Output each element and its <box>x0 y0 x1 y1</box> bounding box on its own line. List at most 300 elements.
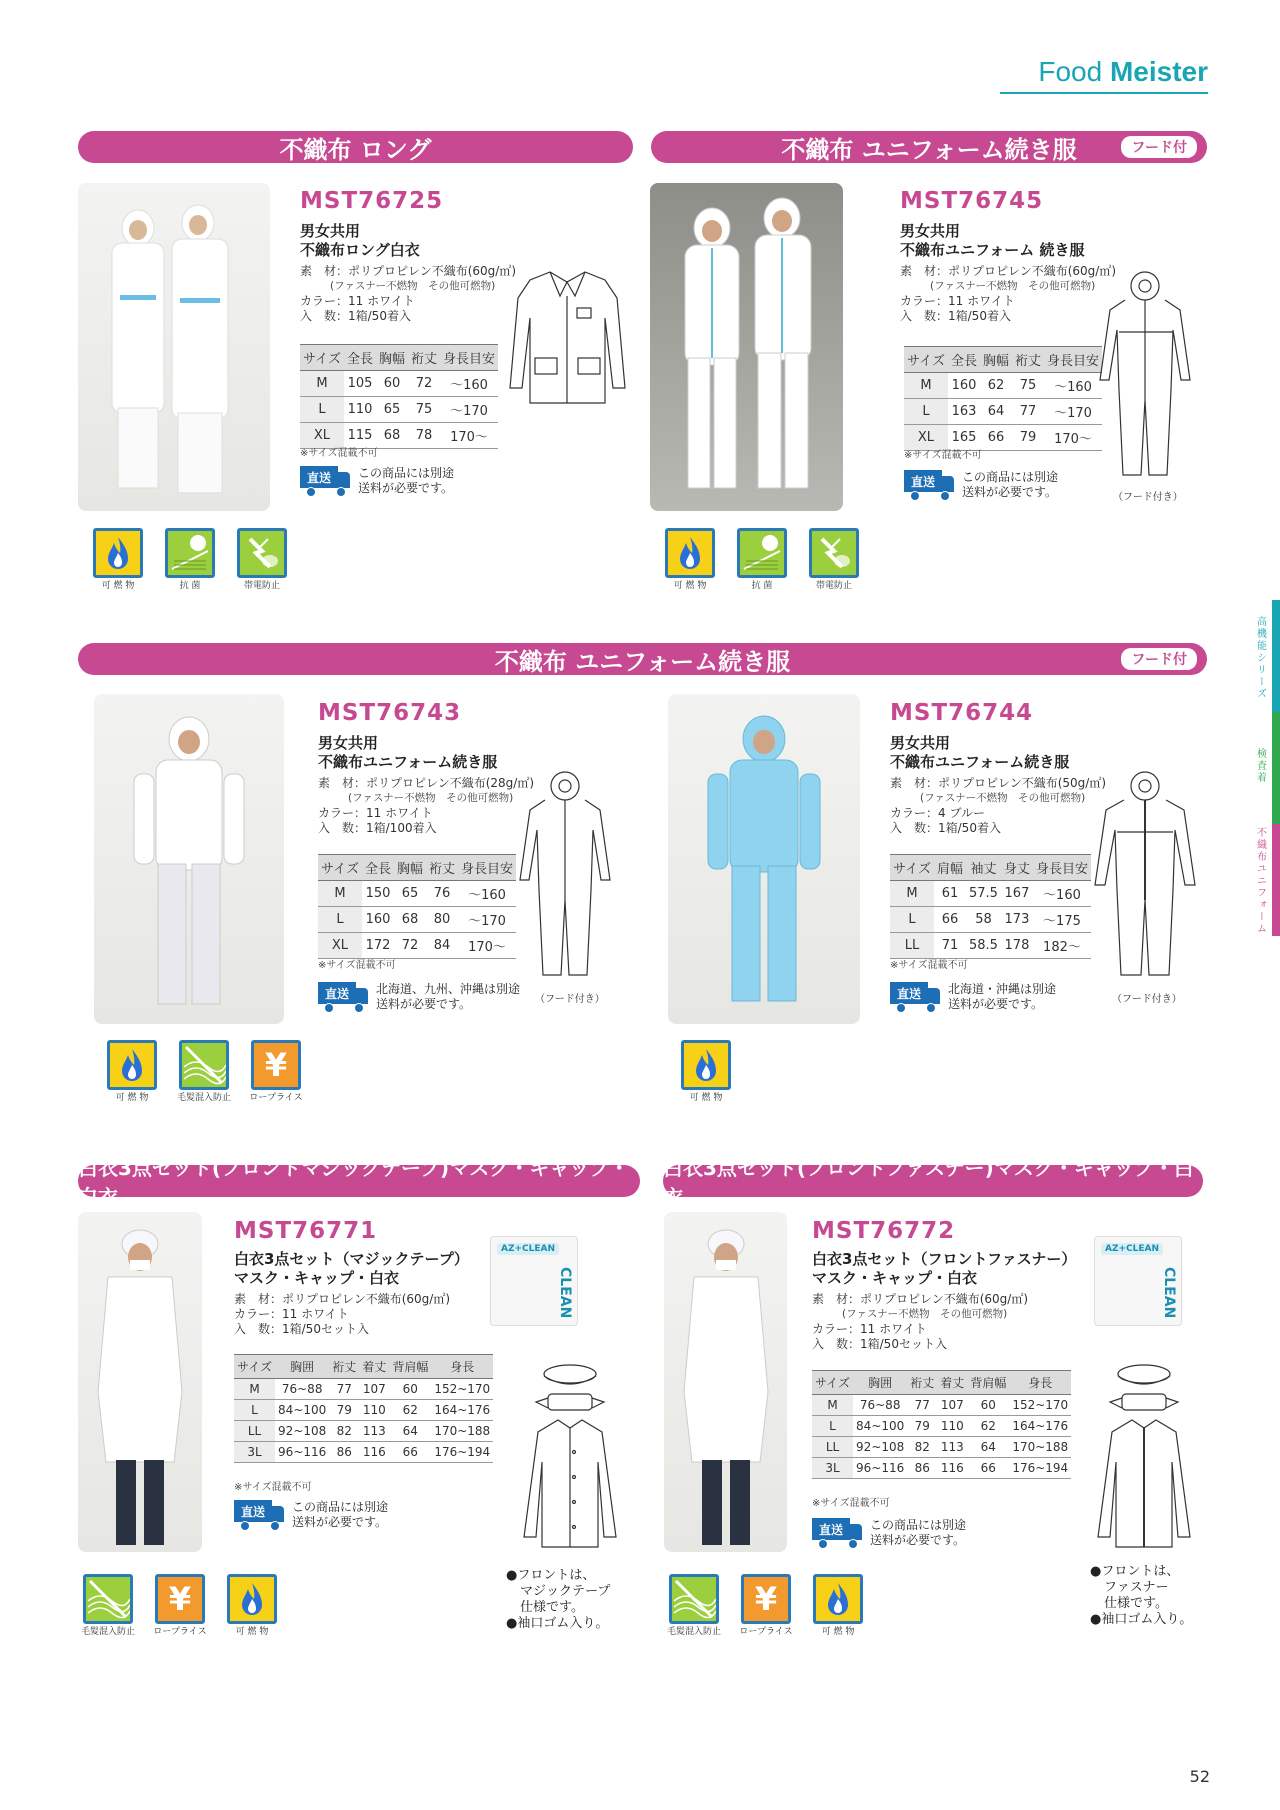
feature-icons <box>102 1040 306 1103</box>
feature-yen <box>736 1574 796 1637</box>
side-tab-inspection[interactable]: 検査着 <box>1254 748 1266 784</box>
feature-hair <box>78 1574 138 1637</box>
material: 素 材：ポリプロピレン不織布(60g/㎡) <box>812 1292 1028 1306</box>
table-cell: 84~100 <box>853 1416 907 1437</box>
table-row <box>890 933 1091 959</box>
feature-hair <box>174 1040 234 1103</box>
table-row <box>812 1458 1071 1479</box>
side-tab-nonwoven[interactable]: 不織布ユニフォーム <box>1254 827 1266 935</box>
material: 素 材：ポリプロピレン不織布(60g/㎡) <box>900 264 1116 278</box>
table-cell: 62 <box>389 1400 431 1421</box>
feature-label: 可 燃 物 <box>235 1627 269 1637</box>
color: カラー：11 ホワイト <box>900 294 1015 308</box>
product-name-line2: 不織布ロング白衣 <box>300 241 420 259</box>
color: カラー：11 ホワイト <box>812 1322 927 1336</box>
garment-diagram <box>518 1362 622 1552</box>
shipping-note: 直送 この商品には別途 送料が必要です。 <box>904 470 1058 500</box>
yen-icon: ¥ <box>741 1574 791 1624</box>
table-row <box>812 1437 1071 1458</box>
column-header: サイズ <box>812 1371 853 1395</box>
column-header: サイズ <box>318 855 362 881</box>
table-cell: 107 <box>937 1395 967 1416</box>
color: カラー：11 ホワイト <box>318 806 433 820</box>
truck-icon: 直送 <box>318 982 370 1012</box>
table-row <box>234 1442 493 1463</box>
flame-icon <box>93 528 143 578</box>
table-cell: 82 <box>907 1437 937 1458</box>
product-name-line2: マスク・キャップ・白衣 <box>812 1269 978 1287</box>
hair-icon <box>179 1040 229 1090</box>
column-header: 胸囲 <box>853 1371 907 1395</box>
product-code: MST76772 <box>812 1218 956 1244</box>
table-cell: 66 <box>934 907 966 933</box>
table-cell: 77 <box>1012 399 1044 425</box>
feature-bact <box>160 528 220 591</box>
material: 素 材：ポリプロピレン不織布(60g/㎡) <box>234 1292 450 1306</box>
size-note: ※サイズ混載不可 <box>812 1498 890 1509</box>
diagram-caption: （フード付き） <box>1113 492 1183 503</box>
color: カラー：11 ホワイト <box>300 294 415 308</box>
feature-label: 帯電防止 <box>815 581 852 591</box>
table-cell: 65 <box>376 397 408 423</box>
table-cell: M <box>300 371 344 397</box>
table-header-row <box>318 855 516 881</box>
feature-static <box>232 528 292 591</box>
product-name-line1: 男女共用 <box>900 222 961 240</box>
table-cell: 105 <box>344 371 376 397</box>
table-header-row <box>890 855 1091 881</box>
product-name-line1: 白衣3点セット（フロントファスナー） <box>812 1250 1077 1268</box>
feature-label: 可 燃 物 <box>821 1627 855 1637</box>
product-name-line1: 男女共用 <box>300 222 361 240</box>
table-cell: 96~116 <box>853 1458 907 1479</box>
section-title-long: 不織布 ロング <box>78 131 633 163</box>
table-cell: 160 <box>948 373 980 399</box>
column-header: 裄丈 <box>426 855 458 881</box>
truck-icon: 直送 <box>234 1500 286 1530</box>
table-cell: ～170 <box>458 907 516 933</box>
table-cell: 110 <box>344 397 376 423</box>
column-header: 裄丈 <box>1012 347 1044 373</box>
table-cell: 86 <box>907 1458 937 1479</box>
feature-icons <box>660 528 864 591</box>
table-cell: 77 <box>907 1395 937 1416</box>
table-cell: 115 <box>344 423 376 449</box>
table-cell: 152~170 <box>1009 1395 1071 1416</box>
table-cell: 80 <box>426 907 458 933</box>
feature-flame <box>660 528 720 591</box>
table-cell: 79 <box>329 1400 359 1421</box>
table-cell: 160 <box>362 907 394 933</box>
table-cell: XL <box>904 425 948 451</box>
table-cell: 84 <box>426 933 458 959</box>
table-row <box>318 881 516 907</box>
table-header-row <box>904 347 1102 373</box>
feature-flame <box>88 528 148 591</box>
table-cell: 116 <box>359 1442 389 1463</box>
quantity: 入 数：1箱/50着入 <box>900 309 1011 323</box>
section-title-set-zipper: 白衣3点セット(フロントファスナー)マスク・キャップ・白衣 <box>663 1165 1203 1197</box>
table-cell: 60 <box>967 1395 1009 1416</box>
table-row <box>890 881 1091 907</box>
size-table <box>812 1370 1071 1479</box>
table-cell: LL <box>234 1421 275 1442</box>
table-cell: M <box>812 1395 853 1416</box>
feature-label: 毛髪混入防止 <box>176 1093 231 1103</box>
table-cell: 76 <box>426 881 458 907</box>
table-cell: 173 <box>1001 907 1033 933</box>
product-photo <box>94 694 284 1024</box>
section-title-set-magic: 白衣3点セット(フロントマジックテープ)マスク・キャップ・白衣 <box>78 1165 640 1197</box>
product-code: MST76744 <box>890 700 1034 726</box>
flame-icon <box>813 1574 863 1624</box>
table-header-row <box>300 345 498 371</box>
feature-icons <box>78 1574 282 1637</box>
table-cell: 165 <box>948 425 980 451</box>
table-cell: L <box>812 1416 853 1437</box>
table-cell: ～160 <box>440 371 498 397</box>
shipping-note: 直送 この商品には別途 送料が必要です。 <box>300 466 454 496</box>
table-row <box>234 1400 493 1421</box>
table-cell: M <box>234 1379 275 1400</box>
column-header: 背肩幅 <box>967 1371 1009 1395</box>
bact-icon <box>737 528 787 578</box>
table-cell: 66 <box>980 425 1012 451</box>
table-cell: 170~188 <box>431 1421 493 1442</box>
product-name-line2: 不織布ユニフォーム続き服 <box>318 753 498 771</box>
garment-diagram <box>515 770 615 980</box>
feature-label: 可 燃 物 <box>101 581 135 591</box>
table-cell: 150 <box>362 881 394 907</box>
table-cell: M <box>904 373 948 399</box>
feature-icons <box>676 1040 736 1103</box>
brand-part2: Meister <box>1109 56 1208 87</box>
table-cell: L <box>318 907 362 933</box>
column-header: 胸囲 <box>275 1355 329 1379</box>
table-row <box>318 933 516 959</box>
section-title-coverall-2: 不織布 ユニフォーム続き服 フード付 <box>78 643 1207 675</box>
table-cell: 71 <box>934 933 966 959</box>
package-photo: AZ+CLEAN CLEAN <box>490 1236 578 1326</box>
column-header: 胸幅 <box>394 855 426 881</box>
table-cell: 76~88 <box>275 1379 329 1400</box>
brand-rule <box>1000 92 1208 94</box>
table-row <box>234 1379 493 1400</box>
static-icon <box>809 528 859 578</box>
table-cell: 152~170 <box>431 1379 493 1400</box>
table-cell: ～170 <box>1044 399 1102 425</box>
table-cell: 176~194 <box>431 1442 493 1463</box>
column-header: 裄丈 <box>408 345 440 371</box>
column-header: 全長 <box>344 345 376 371</box>
hair-icon <box>669 1574 719 1624</box>
product-code: MST76771 <box>234 1218 378 1244</box>
garment-diagram <box>1090 770 1200 980</box>
truck-icon: 直送 <box>300 466 352 496</box>
material-sub: (ファスナー不燃物 その他可燃物) <box>930 280 1096 292</box>
static-icon <box>237 528 287 578</box>
table-cell: 62 <box>967 1416 1009 1437</box>
feature-flame <box>808 1574 868 1637</box>
feature-label: 毛髪混入防止 <box>80 1627 135 1637</box>
column-header: サイズ <box>234 1355 275 1379</box>
column-header: 身長 <box>431 1355 493 1379</box>
table-cell: 167 <box>1001 881 1033 907</box>
table-cell: 86 <box>329 1442 359 1463</box>
table-cell: LL <box>812 1437 853 1458</box>
size-note: ※サイズ混載不可 <box>234 1482 312 1493</box>
table-cell: XL <box>300 423 344 449</box>
table-cell: 163 <box>948 399 980 425</box>
table-row <box>812 1395 1071 1416</box>
shipping-note: 直送 北海道、九州、沖縄は別途 送料が必要です。 <box>318 982 520 1012</box>
hood-badge: フード付 <box>1121 648 1197 670</box>
table-cell: 79 <box>1012 425 1044 451</box>
column-header: 身長目安 <box>1044 347 1102 373</box>
feature-label: 抗 菌 <box>179 581 201 591</box>
size-note: ※サイズ混載不可 <box>318 960 396 971</box>
table-cell: 96~116 <box>275 1442 329 1463</box>
table-cell: L <box>904 399 948 425</box>
feature-label: 帯電防止 <box>243 581 280 591</box>
product-photo <box>664 1212 787 1552</box>
table-cell: 66 <box>967 1458 1009 1479</box>
hair-icon <box>83 1574 133 1624</box>
column-header: 身長目安 <box>1033 855 1091 881</box>
table-row <box>812 1416 1071 1437</box>
table-cell: 110 <box>359 1400 389 1421</box>
table-row <box>890 907 1091 933</box>
size-table <box>234 1354 493 1463</box>
diagram-caption: （フード付き） <box>1112 994 1182 1005</box>
feature-label: 毛髪混入防止 <box>666 1627 721 1637</box>
table-cell: 107 <box>359 1379 389 1400</box>
product-name-line2: 不織布ユニフォーム続き服 <box>890 753 1070 771</box>
table-cell: 66 <box>389 1442 431 1463</box>
feature-icons <box>88 528 292 591</box>
hood-badge: フード付 <box>1121 136 1197 158</box>
garment-diagram <box>1092 1362 1196 1552</box>
size-table <box>300 344 498 449</box>
table-cell: M <box>318 881 362 907</box>
feature-label: 可 燃 物 <box>115 1093 149 1103</box>
product-name-line2: 不織布ユニフォーム 続き服 <box>900 241 1085 259</box>
quantity: 入 数：1箱/100着入 <box>318 821 437 835</box>
table-cell: 116 <box>937 1458 967 1479</box>
table-cell: 92~108 <box>853 1437 907 1458</box>
feature-flame <box>676 1040 736 1103</box>
truck-icon: 直送 <box>812 1518 864 1548</box>
section-title-coverall-1: 不織布 ユニフォーム続き服 フード付 <box>651 131 1207 163</box>
table-row <box>904 399 1102 425</box>
garment-diagram <box>505 268 630 408</box>
yen-icon: ¥ <box>251 1040 301 1090</box>
product-name-line1: 男女共用 <box>318 734 379 752</box>
feature-label: ロープライス <box>739 1627 793 1637</box>
table-cell: 61 <box>934 881 966 907</box>
table-cell: XL <box>318 933 362 959</box>
feature-label: ロープライス <box>153 1627 207 1637</box>
table-cell: 58.5 <box>966 933 1001 959</box>
column-header: 背肩幅 <box>389 1355 431 1379</box>
column-header: 全長 <box>362 855 394 881</box>
table-cell: 78 <box>408 423 440 449</box>
material-sub: (ファスナー不燃物 その他可燃物) <box>920 792 1086 804</box>
flame-icon <box>681 1040 731 1090</box>
table-cell: ～160 <box>458 881 516 907</box>
table-cell: LL <box>890 933 934 959</box>
feature-icons <box>664 1574 868 1637</box>
table-row <box>300 371 498 397</box>
column-header: 全長 <box>948 347 980 373</box>
material-sub: (ファスナー不燃物 その他可燃物) <box>842 1308 1008 1320</box>
size-table <box>904 346 1102 451</box>
table-cell: 62 <box>980 373 1012 399</box>
feature-yen <box>246 1040 306 1103</box>
bact-icon <box>165 528 215 578</box>
column-header: 肩幅 <box>934 855 966 881</box>
table-cell: 82 <box>329 1421 359 1442</box>
table-cell: 84~100 <box>275 1400 329 1421</box>
column-header: 胸幅 <box>376 345 408 371</box>
table-cell: ～170 <box>440 397 498 423</box>
table-cell: 58 <box>966 907 1001 933</box>
column-header: 着丈 <box>937 1371 967 1395</box>
table-cell: 72 <box>394 933 426 959</box>
table-cell: L <box>300 397 344 423</box>
table-cell: 92~108 <box>275 1421 329 1442</box>
feature-label: 可 燃 物 <box>689 1093 723 1103</box>
quantity: 入 数：1箱/50セット入 <box>812 1337 947 1351</box>
table-cell: 113 <box>359 1421 389 1442</box>
brand-logo <box>1038 56 1208 88</box>
table-cell: ～160 <box>1044 373 1102 399</box>
size-table <box>890 854 1091 959</box>
diagram-caption: （フード付き） <box>535 994 605 1005</box>
table-cell: 110 <box>937 1416 967 1437</box>
column-header: 袖丈 <box>966 855 1001 881</box>
size-table <box>318 854 516 959</box>
product-code: MST76743 <box>318 700 462 726</box>
table-cell: 178 <box>1001 933 1033 959</box>
truck-icon: 直送 <box>904 470 956 500</box>
page-number: 52 <box>1189 1767 1210 1786</box>
column-header: 裄丈 <box>329 1355 359 1379</box>
table-row <box>234 1421 493 1442</box>
table-cell: 60 <box>389 1379 431 1400</box>
table-cell: 164~176 <box>431 1400 493 1421</box>
table-cell: 170~188 <box>1009 1437 1071 1458</box>
side-tab-bar-3 <box>1272 824 1280 936</box>
quantity: 入 数：1箱/50着入 <box>300 309 411 323</box>
feature-hair <box>664 1574 724 1637</box>
table-header-row <box>812 1371 1071 1395</box>
table-cell: 57.5 <box>966 881 1001 907</box>
table-cell: 79 <box>907 1416 937 1437</box>
table-cell: L <box>234 1400 275 1421</box>
table-cell: 164~176 <box>1009 1416 1071 1437</box>
table-row <box>318 907 516 933</box>
table-cell: 172 <box>362 933 394 959</box>
table-cell: 60 <box>376 371 408 397</box>
product-name-line1: 男女共用 <box>890 734 951 752</box>
feature-bullets: ●フロントは、 ファスナー 仕様です。 ●袖口ゴム入り。 <box>1090 1564 1193 1627</box>
table-cell: 64 <box>980 399 1012 425</box>
table-cell: 64 <box>967 1437 1009 1458</box>
material: 素 材：ポリプロピレン不織布(50g/㎡) <box>890 776 1106 790</box>
table-cell: 64 <box>389 1421 431 1442</box>
shipping-note: 直送 北海道・沖縄は別途 送料が必要です。 <box>890 982 1056 1012</box>
product-photo <box>668 694 860 1024</box>
product-code: MST76745 <box>900 188 1044 214</box>
table-cell: 75 <box>408 397 440 423</box>
feature-yen <box>150 1574 210 1637</box>
table-cell: 68 <box>376 423 408 449</box>
column-header: サイズ <box>890 855 934 881</box>
truck-icon: 直送 <box>890 982 942 1012</box>
column-header: 身長 <box>1009 1371 1071 1395</box>
garment-diagram <box>1095 270 1195 480</box>
table-cell: 76~88 <box>853 1395 907 1416</box>
side-tab-bar-1 <box>1272 600 1280 712</box>
table-cell: 170～ <box>1044 425 1102 451</box>
table-cell: ～160 <box>1033 881 1091 907</box>
feature-flame <box>222 1574 282 1637</box>
table-cell: 65 <box>394 881 426 907</box>
table-cell: M <box>890 881 934 907</box>
table-cell: 176~194 <box>1009 1458 1071 1479</box>
table-cell: 170～ <box>440 423 498 449</box>
product-name-line1: 白衣3点セット（マジックテープ） <box>234 1250 469 1268</box>
table-cell: 77 <box>329 1379 359 1400</box>
quantity: 入 数：1箱/50着入 <box>890 821 1001 835</box>
feature-label: ロープライス <box>249 1093 303 1103</box>
material-sub: (ファスナー不燃物 その他可燃物) <box>330 280 496 292</box>
column-header: 身長目安 <box>440 345 498 371</box>
package-photo: AZ+CLEAN CLEAN <box>1094 1236 1182 1326</box>
side-tab-high-function[interactable]: 高機能シリーズ <box>1254 616 1266 700</box>
flame-icon <box>665 528 715 578</box>
column-header: 胸幅 <box>980 347 1012 373</box>
table-header-row <box>234 1355 493 1379</box>
table-cell: 3L <box>234 1442 275 1463</box>
feature-label: 抗 菌 <box>751 581 773 591</box>
product-code: MST76725 <box>300 188 444 214</box>
shipping-note: 直送 この商品には別途 送料が必要です。 <box>812 1518 966 1548</box>
side-tab-bar-2 <box>1272 712 1280 824</box>
feature-bact <box>732 528 792 591</box>
material: 素 材：ポリプロピレン不織布(28g/㎡) <box>318 776 534 790</box>
table-row <box>300 397 498 423</box>
column-header: 裄丈 <box>907 1371 937 1395</box>
product-name-line2: マスク・キャップ・白衣 <box>234 1269 400 1287</box>
column-header: 身丈 <box>1001 855 1033 881</box>
shipping-note: 直送 この商品には別途 送料が必要です。 <box>234 1500 388 1530</box>
feature-bullets: ●フロントは、 マジックテープ 仕様です。 ●袖口ゴム入り。 <box>506 1568 611 1631</box>
size-note: ※サイズ混載不可 <box>300 448 378 459</box>
product-photo <box>78 1212 202 1552</box>
quantity: 入 数：1箱/50セット入 <box>234 1322 369 1336</box>
feature-label: 可 燃 物 <box>673 581 707 591</box>
color: カラー：11 ホワイト <box>234 1307 349 1321</box>
feature-flame <box>102 1040 162 1103</box>
size-note: ※サイズ混載不可 <box>904 450 982 461</box>
table-cell: 75 <box>1012 373 1044 399</box>
material: 素 材：ポリプロピレン不織布(60g/㎡) <box>300 264 516 278</box>
table-row <box>904 373 1102 399</box>
product-photo <box>650 183 843 511</box>
yen-icon: ¥ <box>155 1574 205 1624</box>
